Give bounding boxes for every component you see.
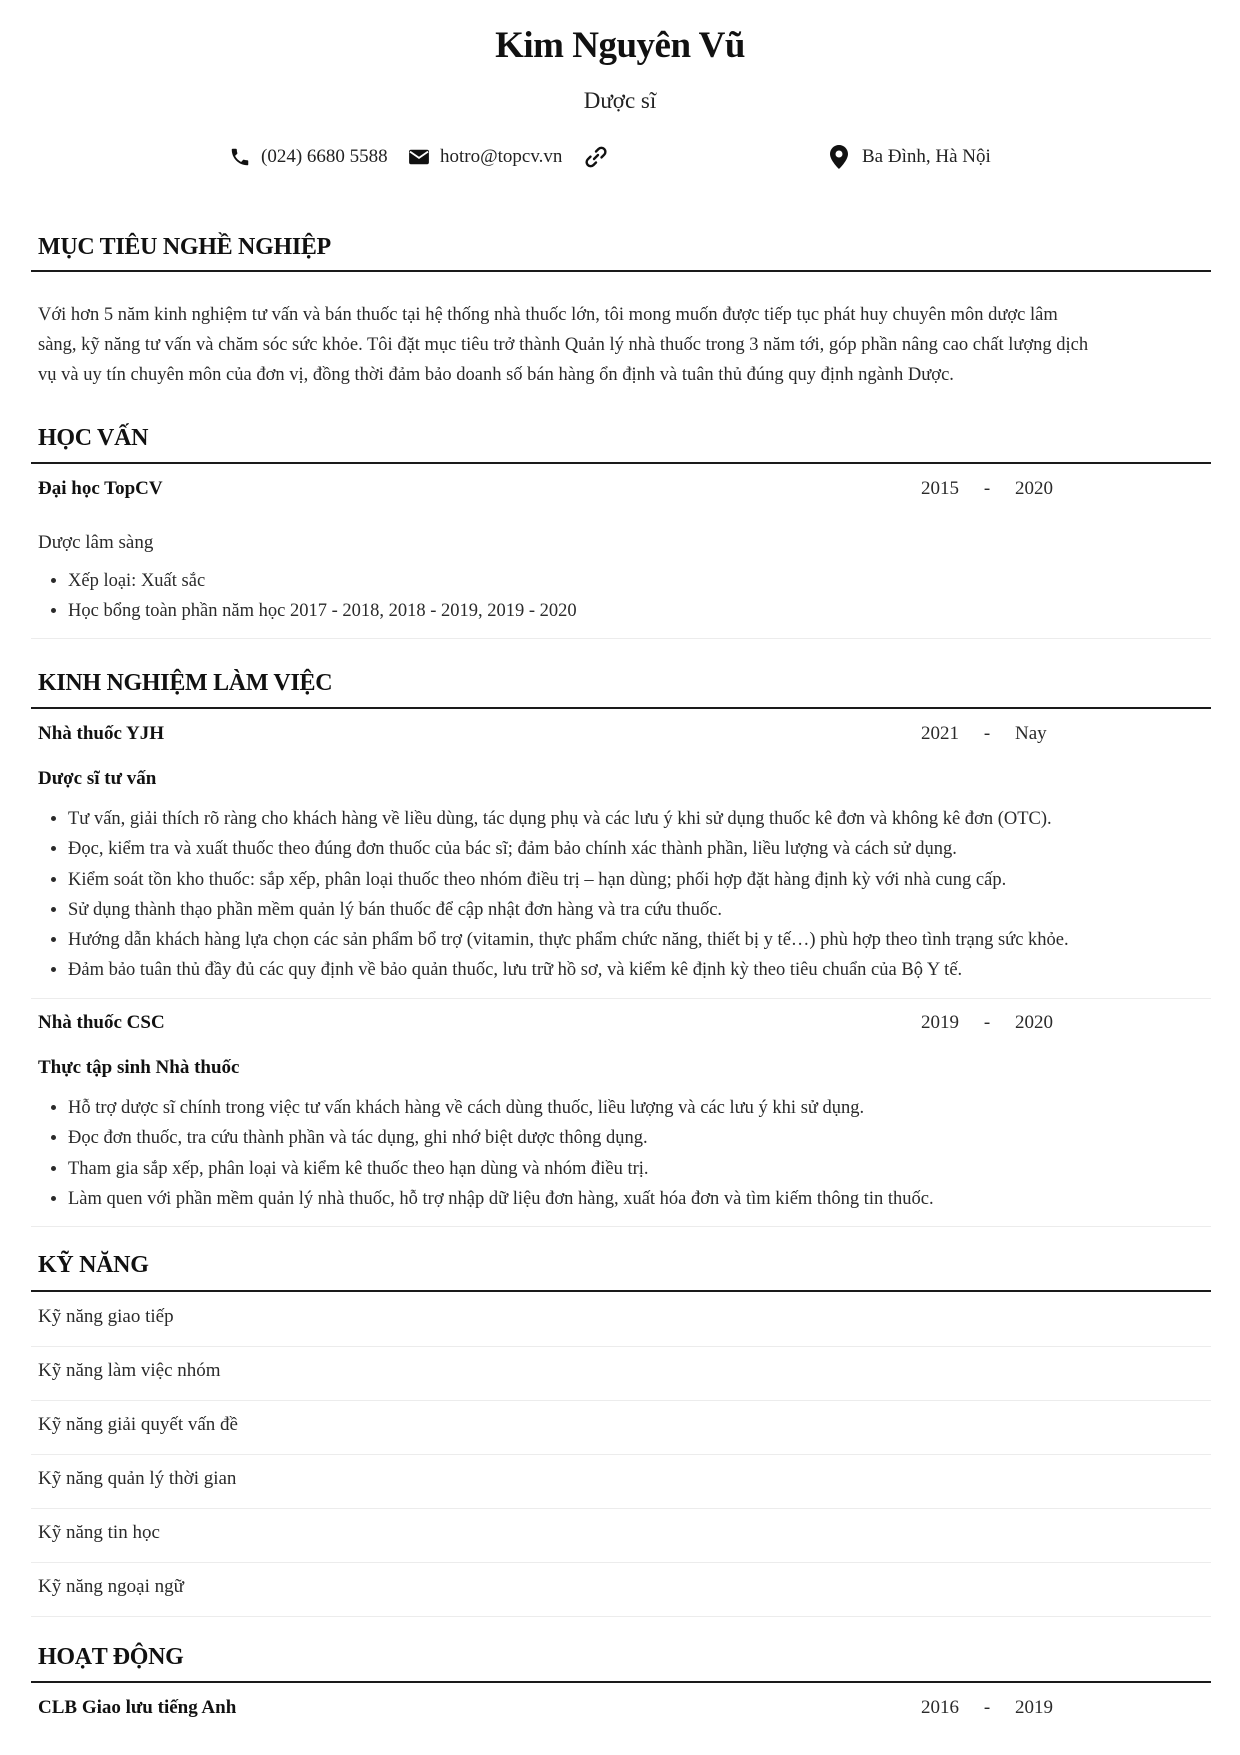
list-item: • Đảm bảo tuân thủ đầy đủ các quy định về bảo quản thuốc, lưu trữ hồ sơ, và kiểm kê định kỳ theo tiêu chuẩn của Bộ Y tế. xyxy=(68,955,1218,985)
education-heading: HỌC VẤN xyxy=(38,425,149,451)
candidate-title: Dược sĩ xyxy=(583,88,657,113)
list-item: • Xếp loại: Xuất sắc xyxy=(68,566,1218,596)
list-item: • Kiểm soát tồn kho thuốc: sắp xếp, phân loại thuốc theo nhóm điều trị – hạn dùng; phối hợp đặt hàng định kỳ với nhà cung cấp. xyxy=(68,865,1218,895)
activity-dates xyxy=(921,1697,1053,1719)
objective-heading: MỤC TIÊU NGHỀ NGHIỆP xyxy=(38,234,331,260)
contact-link[interactable] xyxy=(583,143,609,171)
objective-rule xyxy=(31,270,1211,272)
divider xyxy=(31,1616,1211,1617)
contact-email xyxy=(408,143,562,171)
skills-heading: KỸ NĂNG xyxy=(38,1252,149,1278)
experience-rule xyxy=(31,707,1211,709)
date-start: 2021 xyxy=(921,723,959,744)
date-separator: - xyxy=(983,1012,991,1033)
objective-line: vụ và uy tín chuyên môn của đơn vị, đồng thời đảm bảo doanh số bán hàng ổn định và tuân thủ đúng quy định ngành Dược. xyxy=(38,365,954,385)
email-icon xyxy=(408,148,430,166)
contact-phone xyxy=(229,143,388,171)
date-separator: - xyxy=(983,478,991,499)
education-rule xyxy=(31,462,1211,464)
job-dates xyxy=(921,1012,1053,1034)
skill-item: Kỹ năng giao tiếp xyxy=(38,1306,174,1327)
education-major: Dược lâm sàng xyxy=(38,532,154,553)
location-text: Ba Đình, Hà Nội xyxy=(862,146,991,167)
divider xyxy=(31,1226,1211,1227)
activities-heading: HOẠT ĐỘNG xyxy=(38,1644,184,1670)
job-dates xyxy=(921,723,1047,745)
divider xyxy=(31,638,1211,639)
date-end: 2020 xyxy=(1015,478,1053,499)
date-separator: - xyxy=(983,723,991,744)
job-bullets xyxy=(52,1093,1218,1214)
experience-heading: KINH NGHIỆM LÀM VIỆC xyxy=(38,670,333,696)
job-company: Nhà thuốc YJH xyxy=(38,723,164,744)
list-item: • Học bổng toàn phần năm học 2017 - 2018, 2018 - 2019, 2019 - 2020 xyxy=(68,596,1218,626)
phone-icon xyxy=(229,146,251,168)
list-item: • Tham gia sắp xếp, phân loại và kiểm kê thuốc theo hạn dùng và nhóm điều trị. xyxy=(68,1154,1218,1184)
link-icon[interactable] xyxy=(583,146,609,168)
education-dates xyxy=(921,478,1053,500)
list-item: • Hướng dẫn khách hàng lựa chọn các sản phẩm bổ trợ (vitamin, thực phẩm chức năng, thiết bị y tế…) phù hợp theo tình trạng sức khỏe. xyxy=(68,925,1218,955)
date-separator: - xyxy=(983,1697,991,1718)
skill-item: Kỹ năng ngoại ngữ xyxy=(38,1576,184,1597)
skills-rule xyxy=(31,1290,1211,1292)
date-start: 2015 xyxy=(921,478,959,499)
list-item: • Tư vấn, giải thích rõ ràng cho khách hàng về liều dùng, tác dụng phụ và các lưu ý khi sử dụng thuốc kê đơn và không kê đơn (OTC). xyxy=(68,804,1218,834)
list-item: • Hỗ trợ dược sĩ chính trong việc tư vấn khách hàng về cách dùng thuốc, liều lượng và các lưu ý khi sử dụng. xyxy=(68,1093,1218,1123)
date-end: Nay xyxy=(1015,723,1047,744)
divider xyxy=(31,1562,1211,1563)
skill-item: Kỹ năng quản lý thời gian xyxy=(38,1468,237,1489)
divider xyxy=(31,1454,1211,1455)
date-start: 2016 xyxy=(921,1697,959,1718)
list-item: • Đọc, kiểm tra và xuất thuốc theo đúng đơn thuốc của bác sĩ; đảm bảo chính xác thành phần, liều lượng và cách sử dụng. xyxy=(68,834,1218,864)
candidate-name: Kim Nguyên Vũ xyxy=(495,25,745,66)
divider xyxy=(31,1508,1211,1509)
objective-line: sàng, kỹ năng tư vấn và chăm sóc sức khỏe. Tôi đặt mục tiêu trở thành Quản lý nhà thuốc trong 3 năm tới, góp phần nâng cao chất lượng dịch xyxy=(38,335,1089,355)
activity-name: CLB Giao lưu tiếng Anh xyxy=(38,1697,237,1718)
education-bullets xyxy=(52,566,1218,627)
skill-item: Kỹ năng giải quyết vấn đề xyxy=(38,1414,238,1435)
list-item: • Sử dụng thành thạo phần mềm quản lý bán thuốc để cập nhật đơn hàng và tra cứu thuốc. xyxy=(68,895,1218,925)
objective-paragraph xyxy=(38,300,1210,390)
date-start: 2019 xyxy=(921,1012,959,1033)
skill-item: Kỹ năng tin học xyxy=(38,1522,160,1543)
objective-line: Với hơn 5 năm kinh nghiệm tư vấn và bán thuốc tại hệ thống nhà thuốc lớn, tôi mong muốn được tiếp tục phát huy chuyên môn dược lâm xyxy=(38,305,1058,325)
skill-item: Kỹ năng làm việc nhóm xyxy=(38,1360,221,1381)
list-item: • Đọc đơn thuốc, tra cứu thành phần và tác dụng, ghi nhớ biệt dược thông dụng. xyxy=(68,1123,1218,1153)
date-end: 2019 xyxy=(1015,1697,1053,1718)
divider xyxy=(31,998,1211,999)
job-company: Nhà thuốc CSC xyxy=(38,1012,165,1033)
email-text[interactable]: hotro@topcv.vn xyxy=(440,146,563,167)
phone-text: (024) 6680 5588 xyxy=(261,146,388,167)
job-bullets xyxy=(52,804,1218,986)
education-school: Đại học TopCV xyxy=(38,478,163,499)
divider xyxy=(31,1346,1211,1347)
job-position: Dược sĩ tư vấn xyxy=(38,768,157,789)
activities-rule xyxy=(31,1681,1211,1683)
divider xyxy=(31,1400,1211,1401)
date-end: 2020 xyxy=(1015,1012,1053,1033)
location-pin-icon xyxy=(830,145,848,169)
list-item: • Làm quen với phần mềm quản lý nhà thuốc, hỗ trợ nhập dữ liệu đơn hàng, xuất hóa đơn và tìm kiếm thông tin thuốc. xyxy=(68,1184,1218,1214)
contact-location xyxy=(830,143,991,171)
job-position: Thực tập sinh Nhà thuốc xyxy=(38,1057,240,1078)
